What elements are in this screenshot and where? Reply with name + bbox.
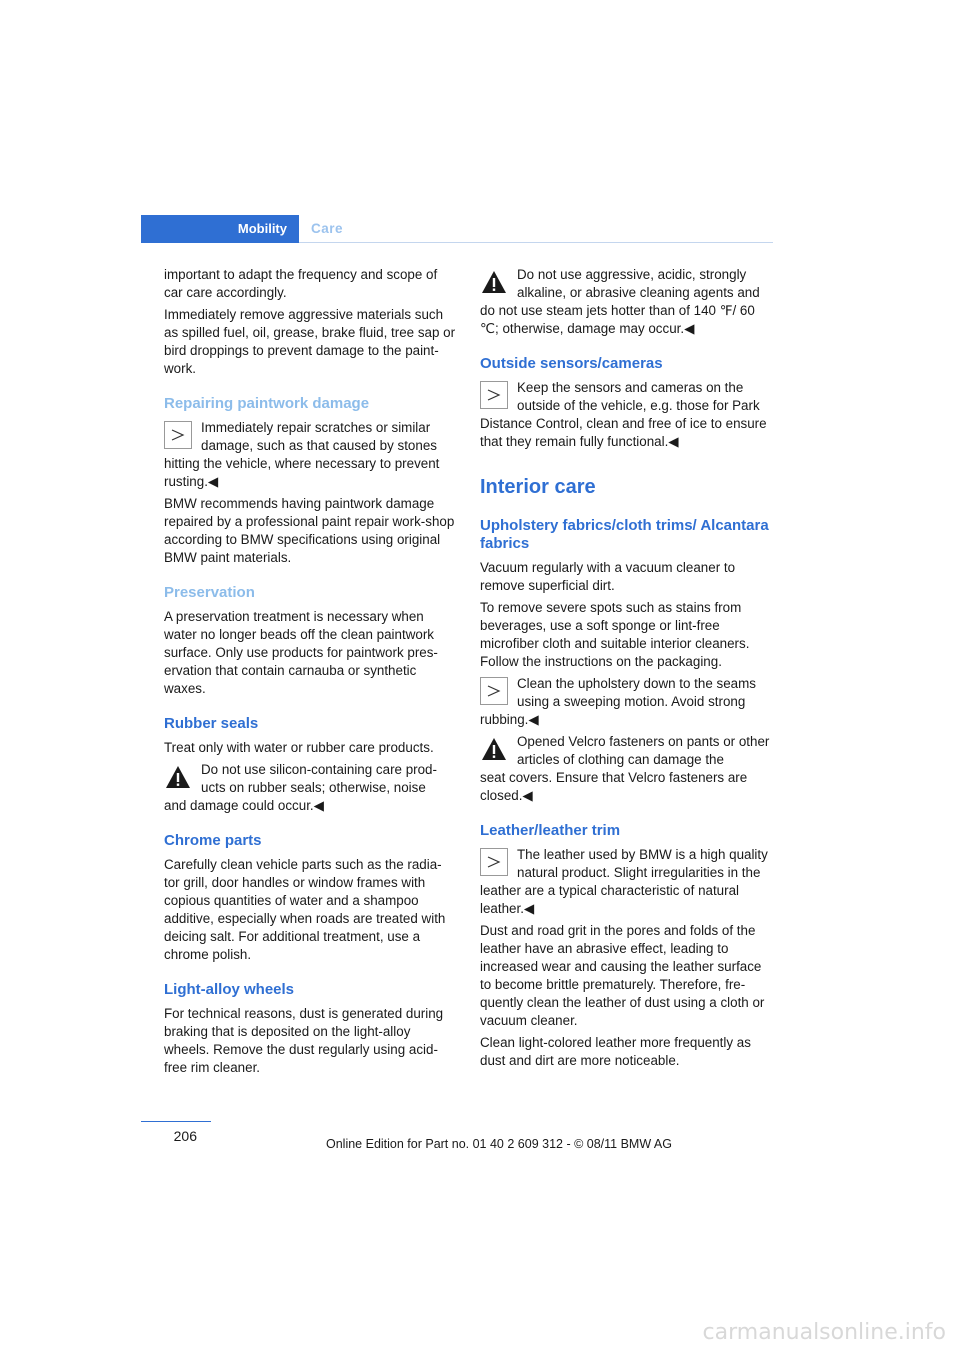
note-text: rubbing.◀ [480, 712, 539, 727]
warning-rubber [164, 761, 456, 815]
watermark: carmanualsonline.info [702, 1320, 946, 1345]
warning-velcro [480, 733, 772, 805]
warning-text: do not use steam jets hotter than of 140 ℉/ 60 ℃; otherwise, damage may occur.◀ [480, 303, 755, 336]
heading-upholstery: Upholstery fabrics/cloth trims/ Alcantara fabrics [480, 517, 769, 552]
heading-preservation: Preservation [164, 584, 255, 601]
heading-light-alloy-wheels: Light-alloy wheels [164, 981, 295, 998]
note-text: hitting the vehicle, where necessary to prevent rusting.◀ [164, 456, 440, 489]
heading-rubber-seals: Rubber seals [164, 715, 259, 732]
paragraph: For technical reasons, dust is generated during braking that is deposited on the light-alloy wheels. Remove the dust regularly using acid-free rim cleaner. [164, 1006, 444, 1075]
note-arrow-icon [480, 848, 508, 876]
warning-text: Do not use silicon-containing care prod-ucts on rubber seals; otherwise, noise [201, 762, 437, 795]
heading-interior-care: Interior care [480, 476, 596, 498]
note-arrow-icon [480, 677, 508, 705]
heading-repairing-paintwork: Repairing paintwork damage [164, 395, 370, 412]
page-header [141, 215, 773, 243]
note-text: The leather used by BMW is a high quality natural product. Slight irregularities in the [517, 847, 768, 880]
paragraph: important to adapt the frequency and scope of car care accordingly. [164, 267, 438, 300]
note-text: Clean the upholstery down to the seams using a sweeping motion. Avoid strong [517, 676, 756, 709]
warning-text: Opened Velcro fasteners on pants or other articles of clothing can damage the [517, 734, 770, 767]
note-repair [164, 419, 456, 491]
note-text: Immediately repair scratches or similar damage, such as that caused by stones [201, 420, 437, 453]
warning-acid [480, 266, 772, 338]
note-leather [480, 846, 772, 918]
paragraph: Immediately remove aggressive materials such as spilled fuel, oil, grease, brake fluid, tree sap or bird droppings to prevent damage to the paint-work. [164, 307, 456, 376]
heading-leather-trim: Leather/leather trim [480, 822, 621, 839]
note-text: Keep the sensors and cameras on the outside of the vehicle, e.g. those for Park [517, 380, 760, 413]
note-arrow-icon [164, 421, 192, 449]
note-arrow-icon [480, 381, 508, 409]
paragraph: Vacuum regularly with a vacuum cleaner to remove superficial dirt. [480, 560, 736, 593]
warning-text: and damage could occur.◀ [164, 798, 324, 813]
paragraph: To remove severe spots such as stains from beverages, use a soft sponge or lint-free microfiber cloth and suitable interior cleaners. Follow the instructions on the packaging. [480, 600, 750, 669]
footer-rule [141, 1121, 211, 1122]
page-number: 206 [173, 1128, 197, 1144]
warning-icon [164, 763, 192, 791]
heading-chrome-parts: Chrome parts [164, 832, 262, 849]
paragraph: A preservation treatment is necessary when water no longer beads off the clean paintwork surface. Only use products for paintwork pres-ervation that contain carnauba or synthetic waxes. [164, 609, 438, 696]
note-clean-upholstery [480, 675, 772, 729]
paragraph: Carefully clean vehicle parts such as the radia-tor grill, door handles or window frames with copious quantities of water and a shampoo additive, especially when roads are treated with deicing salt. For additional treatment, use a chrome polish. [164, 857, 446, 962]
section-tab-mobility: Mobility [141, 215, 299, 243]
paragraph: Dust and road grit in the pores and folds of the leather have an abrasive effect, leading to increased wear and causing the leather surface to become brittle prematurely. Therefore, fre-quently clean the leather of dust using a cloth or vacuum cleaner. [480, 923, 765, 1028]
paragraph: BMW recommends having paintwork damage repaired by a professional paint repair work-shop according to BMW specifications using original BMW paint materials. [164, 496, 455, 565]
paragraph: Treat only with water or rubber care products. [164, 740, 434, 755]
warning-text: seat covers. Ensure that Velcro fasteners are closed.◀ [480, 770, 748, 803]
right-column [480, 266, 772, 1074]
warning-icon [480, 268, 508, 296]
warning-icon [480, 735, 508, 763]
left-column [164, 266, 456, 1081]
note-text: leather are a typical characteristic of natural leather.◀ [480, 883, 740, 916]
note-text: Distance Control, clean and free of ice to ensure that they remain fully functional.◀ [480, 416, 767, 449]
section-tab-care: Care [299, 215, 773, 243]
paragraph: Clean light-colored leather more frequently as dust and dirt are more noticeable. [480, 1035, 751, 1068]
note-sensors [480, 379, 772, 451]
heading-outside-sensors: Outside sensors/cameras [480, 355, 663, 372]
edition-note: Online Edition for Part no. 01 40 2 609 312 - © 08/11 BMW AG [326, 1137, 672, 1151]
warning-text: Do not use aggressive, acidic, strongly alkaline, or abrasive cleaning agents and [517, 267, 760, 300]
